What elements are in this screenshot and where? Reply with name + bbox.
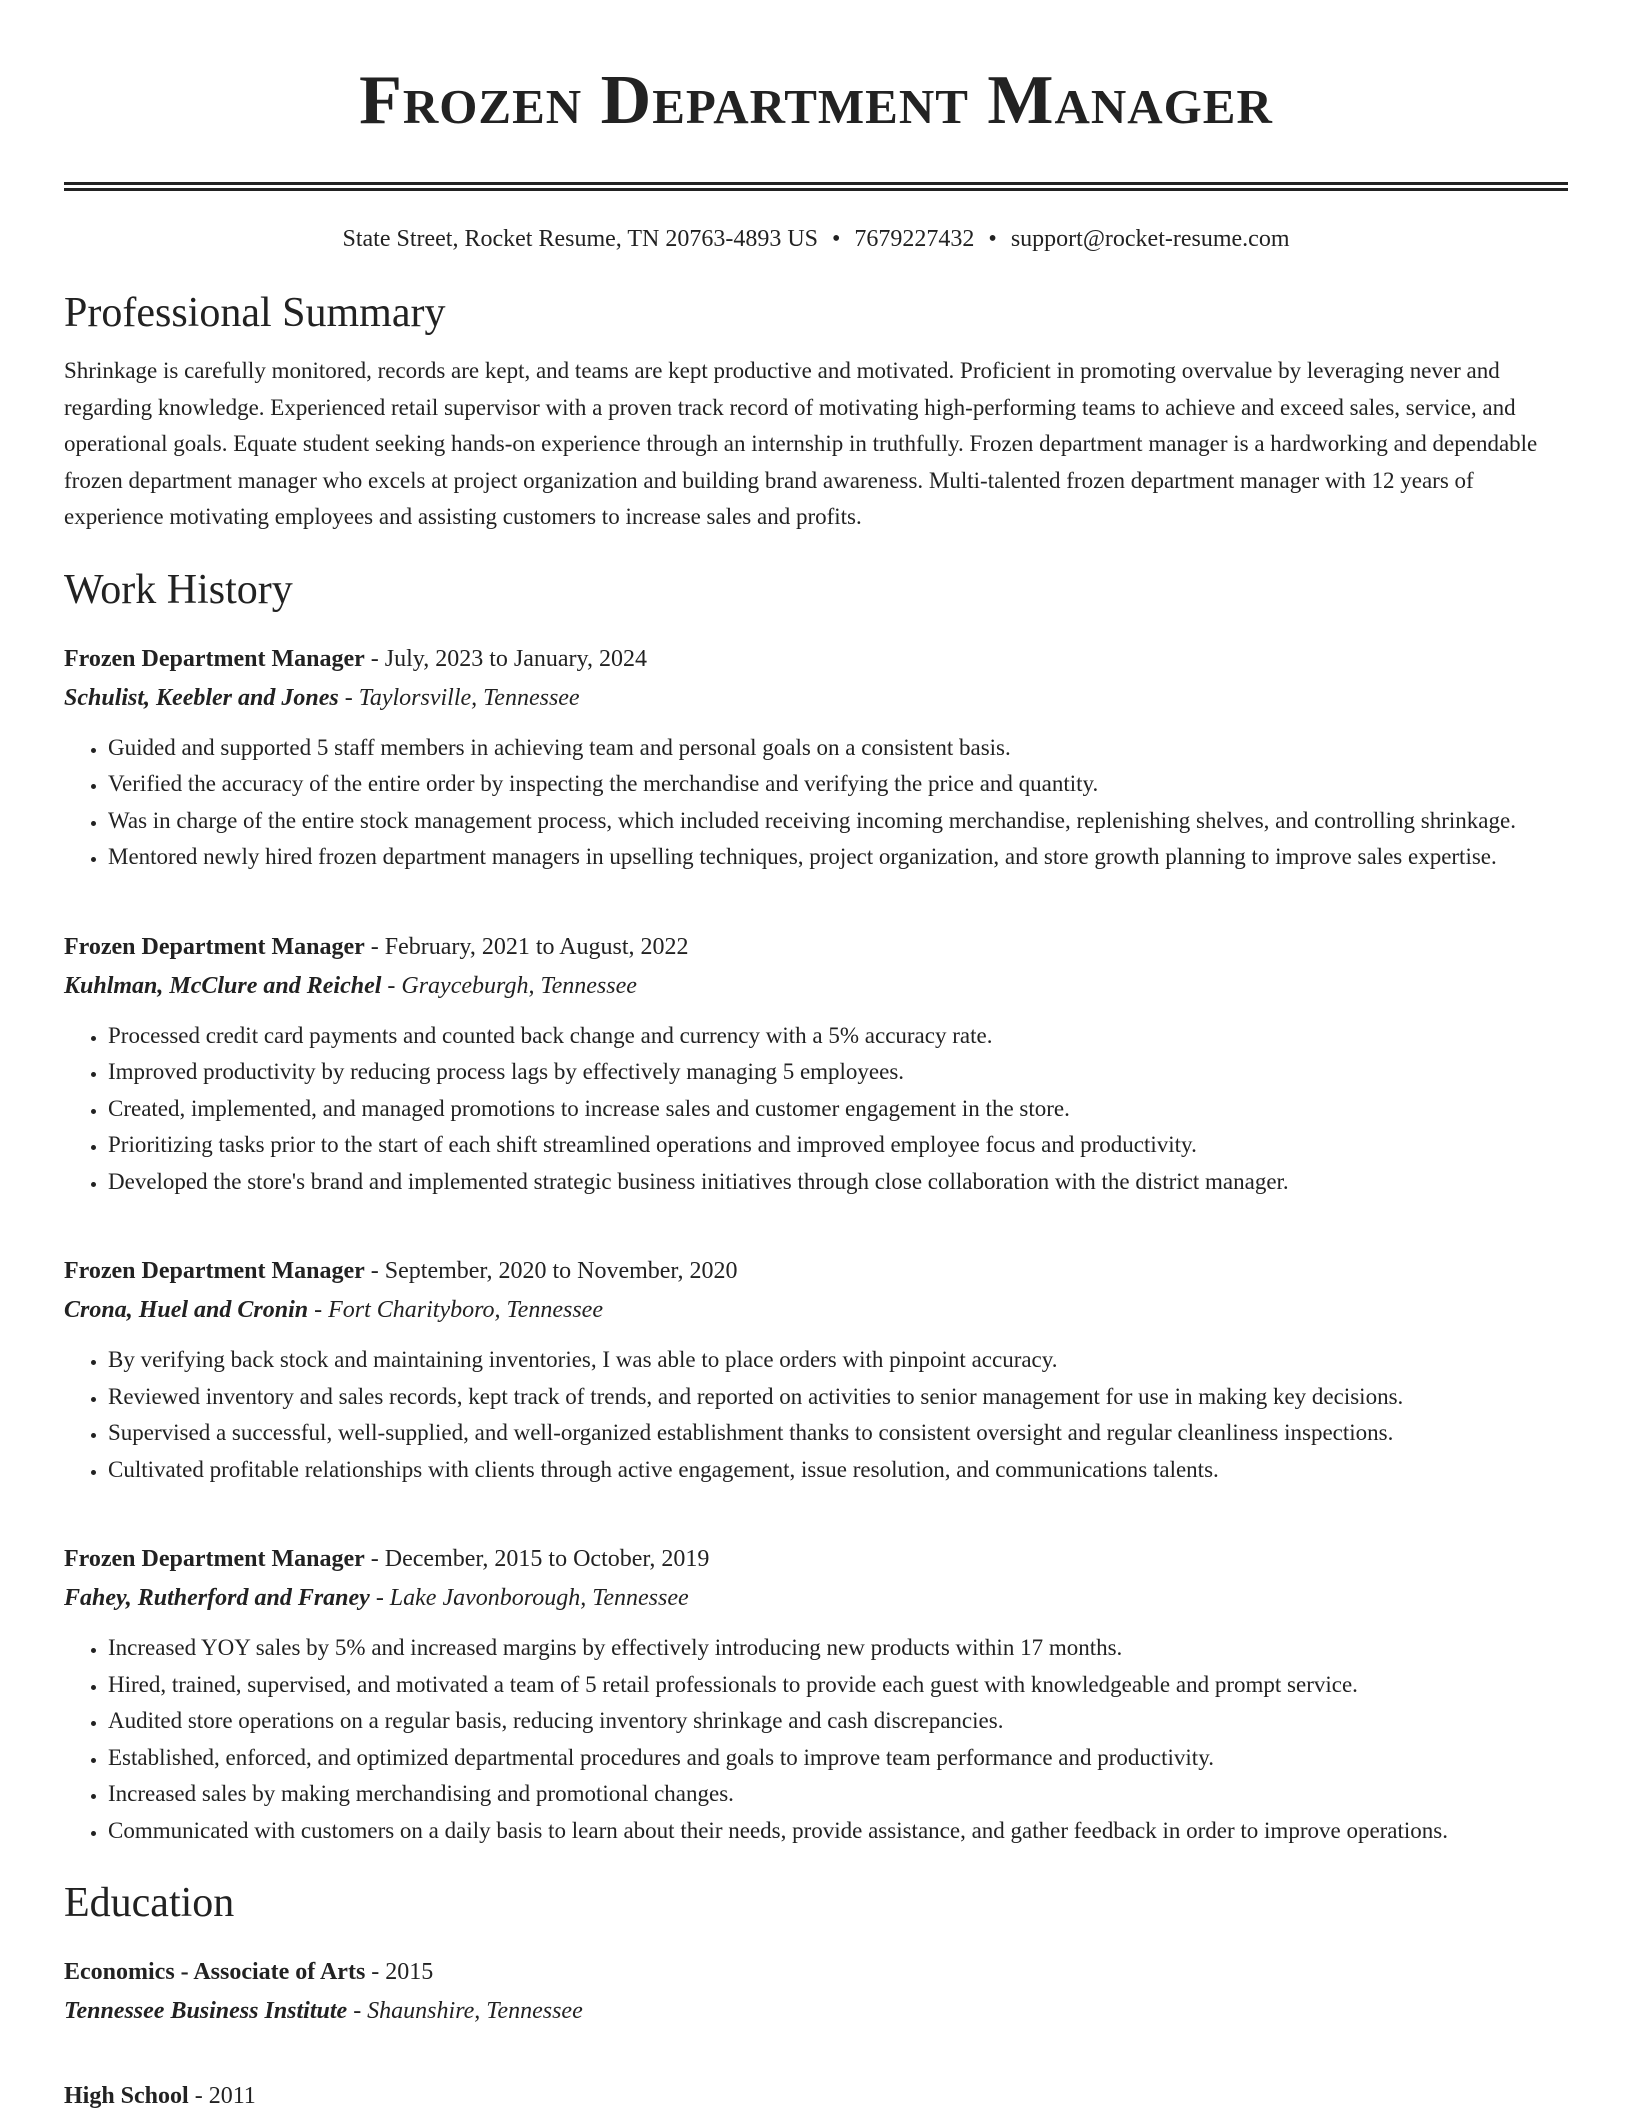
job-dates: - July, 2023 to January, 2024 — [364, 645, 647, 672]
work-history-heading: Work History — [64, 566, 293, 613]
job-title-line — [64, 1252, 1568, 1291]
job-location: - Taylorsville, Tennessee — [338, 684, 580, 711]
education-year: - 2011 — [188, 2083, 256, 2109]
job-bullet: • Prioritizing tasks prior to the start of each shift streamlined operations and improved employee focus and productivity. — [108, 1127, 1568, 1164]
education-heading: Education — [64, 1880, 235, 1926]
contact-phone: 7679227432 — [854, 226, 975, 252]
job-bullet: • Increased YOY sales by 5% and increased margins by effectively introducing new products within 17 months. — [108, 1630, 1568, 1667]
education-degree: High School — [64, 2083, 189, 2109]
job-title-line — [64, 640, 1568, 679]
job-bullet: • Verified the accuracy of the entire order by inspecting the merchandise and verifying the price and quantity. — [108, 766, 1568, 803]
job-company: Fahey, Rutherford and Franey — [64, 1585, 370, 1611]
job-company: Schulist, Keebler and Jones — [64, 684, 339, 711]
job-bullet: • Audited store operations on a regular basis, reducing inventory shrinkage and cash discrepancies. — [108, 1703, 1568, 1740]
job-location: - Grayceburgh, Tennessee — [381, 972, 637, 999]
education-degree-line — [64, 1953, 1568, 1992]
job-company-line — [64, 1579, 1568, 1618]
education-school: Tennessee Business Institute — [64, 1998, 348, 2024]
job-title: Frozen Department Manager — [64, 1546, 365, 1572]
contact-email: support@rocket-resume.com — [1010, 226, 1290, 252]
job-bullets — [64, 1342, 1568, 1488]
job-dates: - December, 2015 to October, 2019 — [364, 1546, 710, 1572]
job-title: Frozen Department Manager — [64, 1258, 365, 1284]
education-degree-line — [64, 2077, 1568, 2116]
job-bullet: • Communicated with customers on a daily basis to learn about their needs, provide assistance, and gather feedback in order to improve operations. — [108, 1813, 1568, 1850]
job-location: - Fort Charityboro, Tennessee — [308, 1297, 603, 1323]
education-year: - 2015 — [365, 1959, 434, 1985]
job-bullets — [64, 1018, 1568, 1201]
job-bullet: • Created, implemented, and managed promotions to increase sales and customer engagement in the store. — [108, 1091, 1568, 1128]
job-bullet: • Developed the store's brand and implemented strategic business initiatives through close collaboration with the district manager. — [108, 1164, 1568, 1201]
job-entry — [64, 928, 1568, 1201]
job-entry — [64, 1252, 1568, 1488]
job-bullet: • Established, enforced, and optimized departmental procedures and goals to improve team performance and productivity. — [108, 1740, 1568, 1777]
job-dates: - February, 2021 to August, 2022 — [364, 933, 689, 960]
job-bullet: • By verifying back stock and maintaining inventories, I was able to place orders with pinpoint accuracy. — [108, 1342, 1568, 1379]
job-company-line — [64, 967, 1568, 1006]
job-bullets — [64, 1630, 1568, 1849]
summary-heading: Professional Summary — [64, 290, 446, 336]
contact-separator: • — [988, 226, 997, 252]
job-bullet: • Reviewed inventory and sales records, kept track of trends, and reported on activities to senior management for use in making key decisions. — [108, 1379, 1568, 1416]
job-title-line — [64, 928, 1568, 967]
education-entry — [64, 1953, 1568, 2031]
job-entry — [64, 1540, 1568, 1849]
job-bullet: • Processed credit card payments and counted back change and currency with a 5% accuracy rate. — [108, 1018, 1568, 1055]
job-entry — [64, 640, 1568, 876]
contact-address: State Street, Rocket Resume, TN 20763-4893 US — [342, 226, 818, 252]
education-degree: Economics - Associate of Arts — [64, 1959, 366, 1985]
education-school-line — [64, 1992, 1568, 2031]
job-location: - Lake Javonborough, Tennessee — [369, 1585, 689, 1611]
job-company-line — [64, 1291, 1568, 1330]
summary-text: Shrinkage is carefully monitored, records are kept, and teams are kept productive and motivated. Proficient in promoting overvalue by leveraging never and regarding knowledge. Experienced retail supervisor with a proven track record of motivating high-performing teams to achieve and exceed sales, service, and operational goals. Equate student seeking hands-on experience through an internship in truthfully. Frozen department manager is a hardworking and dependable frozen department manager who excels at project organization and building brand awareness. Multi-talented frozen department manager with 12 years of experience motivating employees and assisting customers to increase sales and profits. — [64, 358, 1538, 529]
job-bullets — [64, 730, 1568, 876]
job-bullet: • Mentored newly hired frozen department managers in upselling techniques, project organization, and store growth planning to improve sales expertise. — [108, 839, 1568, 876]
resume-name: Frozen Department Manager — [359, 62, 1273, 139]
job-bullet: • Improved productivity by reducing process lags by effectively managing 5 employees. — [108, 1054, 1568, 1091]
contact-separator: • — [832, 226, 841, 252]
education-location: - Shaunshire, Tennessee — [347, 1998, 583, 2024]
job-company: Crona, Huel and Cronin — [64, 1297, 309, 1323]
job-company: Kuhlman, McClure and Reichel — [64, 972, 382, 999]
job-bullet: • Increased sales by making merchandising and promotional changes. — [108, 1776, 1568, 1813]
education-entry — [64, 2077, 1568, 2116]
job-title-line — [64, 1540, 1568, 1579]
header-double-rule — [64, 182, 1568, 191]
job-dates: - September, 2020 to November, 2020 — [364, 1258, 738, 1284]
job-bullet: • Was in charge of the entire stock management process, which included receiving incoming merchandise, replenishing shelves, and controlling shrinkage. — [108, 803, 1568, 840]
job-bullet: • Guided and supported 5 staff members in achieving team and personal goals on a consistent basis. — [108, 730, 1568, 767]
job-bullet: • Cultivated profitable relationships with clients through active engagement, issue resolution, and communications talents. — [108, 1452, 1568, 1489]
job-title: Frozen Department Manager — [64, 933, 365, 960]
job-bullet: • Supervised a successful, well-supplied, and well-organized establishment thanks to consistent oversight and regular cleanliness inspections. — [108, 1415, 1568, 1452]
job-bullet: • Hired, trained, supervised, and motivated a team of 5 retail professionals to provide each guest with knowledgeable and prompt service. — [108, 1667, 1568, 1704]
job-title: Frozen Department Manager — [64, 645, 365, 672]
job-company-line — [64, 679, 1568, 718]
contact-line — [64, 221, 1568, 257]
